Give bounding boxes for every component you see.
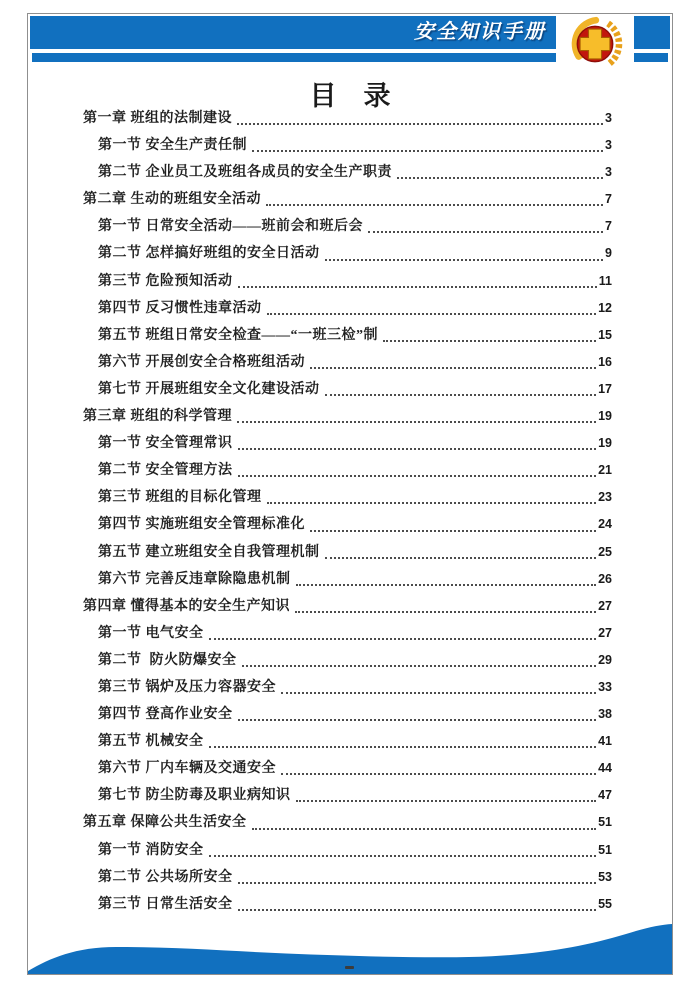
toc-dot-leader [249, 809, 597, 836]
toc-dot-leader [394, 159, 603, 186]
toc-entry-page: 7 [605, 219, 612, 234]
toc-entry-section [83, 240, 612, 267]
toc-entry-page: 19 [598, 436, 612, 451]
toc-entry-page: 12 [598, 300, 612, 315]
toc-entry-page: 53 [598, 869, 612, 884]
toc-entry-section [83, 511, 612, 538]
document-page [27, 13, 673, 975]
toc-entry-page: 23 [598, 490, 612, 505]
toc-entry-label: 第五节 建立班组安全自我管理机制 [98, 544, 320, 560]
toc-entry-page: 33 [598, 679, 612, 694]
toc-entry-label: 第五章 保障公共生活安全 [83, 815, 247, 831]
toc-dot-leader [234, 105, 603, 132]
toc-dot-leader [239, 647, 597, 674]
toc-entry-page: 3 [605, 138, 612, 153]
toc-entry-label: 第一节 消防安全 [98, 842, 204, 858]
toc-dot-leader [307, 511, 596, 538]
toc-entry-label: 第三节 日常生活安全 [98, 896, 233, 912]
toc-entry-section [83, 755, 612, 782]
toc-dot-leader [322, 240, 604, 267]
toc-entry-label: 第四节 反习惯性违章活动 [98, 300, 262, 316]
toc-entry-section [83, 674, 612, 701]
toc-entry-chapter [83, 105, 612, 132]
logo-box [556, 14, 634, 72]
toc-dot-leader [307, 349, 596, 376]
toc-entry-page: 51 [598, 815, 612, 830]
toc-entry-section [83, 728, 612, 755]
toc-entry-page: 24 [598, 517, 612, 532]
toc-entry-label: 第三章 班组的科学管理 [83, 409, 232, 425]
toc-entry-chapter [83, 809, 612, 836]
toc-entry-section [83, 322, 612, 349]
toc-entry-section [83, 484, 612, 511]
toc-dot-leader [278, 755, 596, 782]
toc-entry-page: 7 [605, 192, 612, 207]
toc-dot-leader [235, 457, 597, 484]
toc-dot-leader [234, 403, 596, 430]
footer-wave [28, 912, 672, 974]
toc-entry-label: 第四节 登高作业安全 [98, 707, 233, 723]
toc-entry-label: 第三节 危险预知活动 [98, 273, 233, 289]
toc-dot-leader [292, 593, 596, 620]
toc-entry-page: 44 [598, 761, 612, 776]
toc-entry-chapter [83, 403, 612, 430]
manual-title: 安全知识手册 [414, 21, 546, 43]
toc-dot-leader [206, 728, 597, 755]
toc-entry-label: 第四章 懂得基本的安全生产知识 [83, 598, 290, 614]
toc-dot-leader [322, 376, 597, 403]
toc-entry-page: 15 [598, 327, 612, 342]
toc-entry-label: 第三节 锅炉及压力容器安全 [98, 679, 276, 695]
toc-dot-leader [235, 268, 597, 295]
toc-entry-label: 第五节 班组日常安全检查——“一班三检”制 [98, 327, 378, 343]
toc-entry-section [83, 132, 612, 159]
toc-entry-page: 25 [598, 544, 612, 559]
toc-entry-section [83, 864, 612, 891]
toc-dot-leader [365, 213, 603, 240]
toc-entry-label: 第七节 开展班组安全文化建设活动 [98, 381, 320, 397]
toc-entry-section [83, 376, 612, 403]
toc-entry-label: 第六节 厂内车辆及交通安全 [98, 761, 276, 777]
toc-entry-label: 第二节 公共场所安全 [98, 869, 233, 885]
toc-entry-section [83, 295, 612, 322]
toc-entry-page: 38 [598, 707, 612, 722]
toc-entry-section [83, 430, 612, 457]
toc-entry-page: 17 [598, 381, 612, 396]
toc-entry-page: 55 [598, 896, 612, 911]
toc-entry-section [83, 701, 612, 728]
toc-entry-section [83, 349, 612, 376]
toc-entry-section [83, 268, 612, 295]
toc-dot-leader [235, 430, 597, 457]
header-bar [30, 16, 556, 49]
toc-entry-label: 第六节 完善反违章除隐患机制 [98, 571, 291, 587]
toc-entry-page: 19 [598, 409, 612, 424]
toc-entry-label: 第一节 电气安全 [98, 625, 204, 641]
toc-entry-section [83, 837, 612, 864]
toc-entry-page: 21 [598, 463, 612, 478]
toc-entry-page: 9 [605, 246, 612, 261]
toc-entry-page: 3 [605, 111, 612, 125]
toc-entry-page: 29 [598, 652, 612, 667]
work-safety-emblem-icon [567, 16, 623, 72]
toc-dot-leader [264, 484, 597, 511]
toc-entry-section [83, 620, 612, 647]
page-number-mark [345, 966, 354, 969]
toc-entry-label: 第一节 安全管理常识 [98, 436, 233, 452]
toc-entry-chapter [83, 593, 612, 620]
header-bar-right [634, 16, 670, 49]
toc-entry-chapter [83, 186, 612, 213]
toc-dot-leader [206, 620, 597, 647]
toc-entry-label: 第六节 开展创安全合格班组活动 [98, 354, 305, 370]
toc-entry-page: 47 [598, 788, 612, 803]
toc-dot-leader [380, 322, 596, 349]
toc-dot-leader [235, 701, 597, 728]
toc-entry-page: 26 [598, 571, 612, 586]
toc-dot-leader [293, 782, 597, 809]
toc-entry-label: 第二节 安全管理方法 [98, 463, 233, 479]
toc-dot-leader [235, 864, 597, 891]
toc-list [83, 105, 612, 918]
toc-dot-leader [322, 539, 597, 566]
toc-entry-label: 第一章 班组的法制建设 [83, 111, 232, 126]
toc-entry-label: 第一节 安全生产责任制 [98, 138, 247, 154]
toc-dot-leader [249, 132, 603, 159]
toc-entry-section [83, 566, 612, 593]
toc-entry-section [83, 213, 612, 240]
toc-dot-leader [293, 566, 597, 593]
toc-entry-label: 第五节 机械安全 [98, 734, 204, 750]
toc-dot-leader [206, 837, 597, 864]
toc-entry-label: 第二节 防火防爆安全 [98, 652, 237, 668]
toc-entry-page: 27 [598, 625, 612, 640]
toc-entry-page: 27 [598, 598, 612, 613]
toc-entry-section [83, 457, 612, 484]
toc-entry-page: 16 [598, 354, 612, 369]
toc-entry-section [83, 539, 612, 566]
toc-entry-section [83, 647, 612, 674]
toc-entry-label: 第三节 班组的目标化管理 [98, 490, 262, 506]
toc-entry-label: 第一节 日常安全活动——班前会和班后会 [98, 219, 363, 235]
toc-entry-section [83, 782, 612, 809]
toc-entry-page: 3 [605, 165, 612, 180]
toc-dot-leader [278, 674, 596, 701]
toc-dot-leader [264, 295, 597, 322]
toc-entry-label: 第四节 实施班组安全管理标准化 [98, 517, 305, 533]
toc-entry-label: 第二节 企业员工及班组各成员的安全生产职责 [98, 165, 392, 181]
toc-entry-label: 第二节 怎样搞好班组的安全日活动 [98, 246, 320, 262]
toc-dot-leader [263, 186, 603, 213]
toc-entry-page: 51 [598, 842, 612, 857]
toc-entry-label: 第七节 防尘防毒及职业病知识 [98, 788, 291, 804]
toc-entry-label: 第二章 生动的班组安全活动 [83, 192, 261, 208]
toc-entry-section [83, 159, 612, 186]
toc-entry-page: 11 [598, 273, 612, 288]
toc-title: 目 录 [309, 81, 391, 111]
toc-entry-page: 41 [598, 734, 612, 749]
